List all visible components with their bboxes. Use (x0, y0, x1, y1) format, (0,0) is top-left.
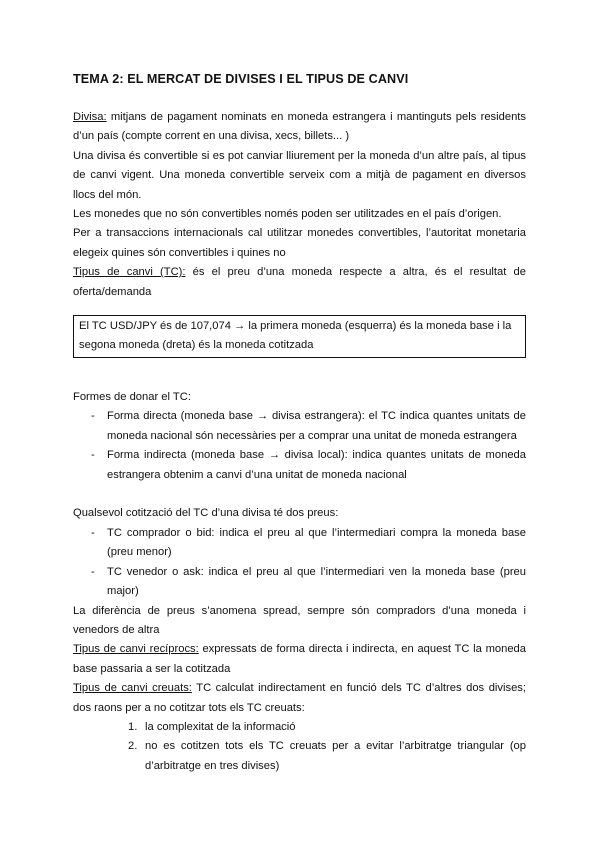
paragraph-creuats (73, 679, 526, 718)
term-reciprocs: Tipus de canvi recíprocs: (73, 643, 199, 656)
paragraph-tipus-canvi (73, 263, 526, 302)
formes-heading: Formes de donar el TC: (73, 391, 191, 404)
list-item-text: la complexitat de la informació (145, 720, 296, 733)
definition-creuats: TC calculat indirectament en funció dels TC d’altres dos divises; dos raons per a no cotitzar tots els TC creuats: (73, 682, 526, 714)
term-tipus-canvi: Tipus de canvi (TC): (73, 266, 186, 279)
list-item (73, 407, 526, 446)
paragraph-divisa (73, 108, 526, 147)
list-item-text: Forma directa (moneda base → divisa estrangera): el TC indica quantes unitats de moneda nacional són necessàries per a comprar una unitat de moneda estrangera (107, 410, 526, 442)
definition-reciprocs: expressats de forma directa i indirecta, en aquest TC la moneda base passaria a ser la cotitzada (73, 643, 526, 675)
list-item-text: TC venedor o ask: indica el preu al que l’intermediari ven la moneda base (preu major) (107, 565, 526, 598)
paragraph-convertible: Una divisa és convertible si es pot canviar lliurement per la moneda d’un altre país, al tipus de canvi vigent. Una moneda convertible serveix com a mitjà de pagament en diversos llocs del món. (73, 149, 526, 201)
creuats-list (73, 718, 526, 776)
dash-marker: - (91, 449, 95, 462)
list-item (73, 524, 526, 563)
number-marker: 2. (128, 740, 138, 753)
example-box (73, 315, 526, 358)
page-title: TEMA 2: EL MERCAT DE DIVISES I EL TIPUS DE CANVI (73, 72, 409, 86)
cotitzacio-list (73, 524, 526, 602)
paragraph-reciprocs (73, 640, 526, 679)
list-item-text: TC comprador o bid: indica el preu al que l’intermediari compra la moneda base (preu menor) (107, 526, 526, 559)
dash-marker: - (91, 410, 95, 423)
cotitzacio-heading: Qualsevol cotització del TC d’una divisa té dos preus: (73, 507, 339, 520)
paragraph-no-convertibles: Les monedes que no són convertibles només poden ser utilitzades en el país d’origen. (73, 208, 502, 221)
dash-marker: - (91, 526, 95, 539)
definition-tipus-canvi: és el preu d’una moneda respecte a altra, és el resultat de oferta/demanda (73, 266, 526, 298)
example-box-text: El TC USD/JPY és de 107,074 → la primera moneda (esquerra) és la moneda base i la segona moneda (dreta) és la moneda cotitzada (79, 320, 512, 352)
spacer (73, 485, 526, 504)
list-item (73, 446, 526, 485)
paragraph-spread: La diferència de preus s’anomena spread, sempre són compradors d’una moneda i venedors de altra (73, 604, 526, 636)
list-item (73, 718, 526, 737)
list-item-text: no es cotitzen tots els TC creuats per a evitar l’arbitratge triangular (op d’arbitratge en tres divises) (145, 740, 526, 772)
number-marker: 1. (128, 720, 138, 733)
dash-marker: - (91, 565, 95, 578)
document-body (73, 108, 526, 776)
list-item-text: Forma indirecta (moneda base → divisa local): indica quantes unitats de moneda estrangera obtenim a canvi d’una unitat de moneda nacional (107, 449, 526, 481)
definition-divisa: mitjans de pagament nominats en moneda estrangera i mantinguts pels residents d’un país (compte corrent en una divisa, xecs, billets... ) (73, 111, 526, 143)
list-item (73, 737, 526, 776)
paragraph-transaccions: Per a transaccions internacionals cal utilitzar monedes convertibles, l’autoritat monetaria elegeix quines són convertibles i quines no (73, 227, 526, 259)
term-divisa: Divisa: (73, 111, 107, 123)
list-item (73, 563, 526, 602)
formes-list (73, 407, 526, 485)
term-creuats: Tipus de canvi creuats: (73, 682, 192, 695)
